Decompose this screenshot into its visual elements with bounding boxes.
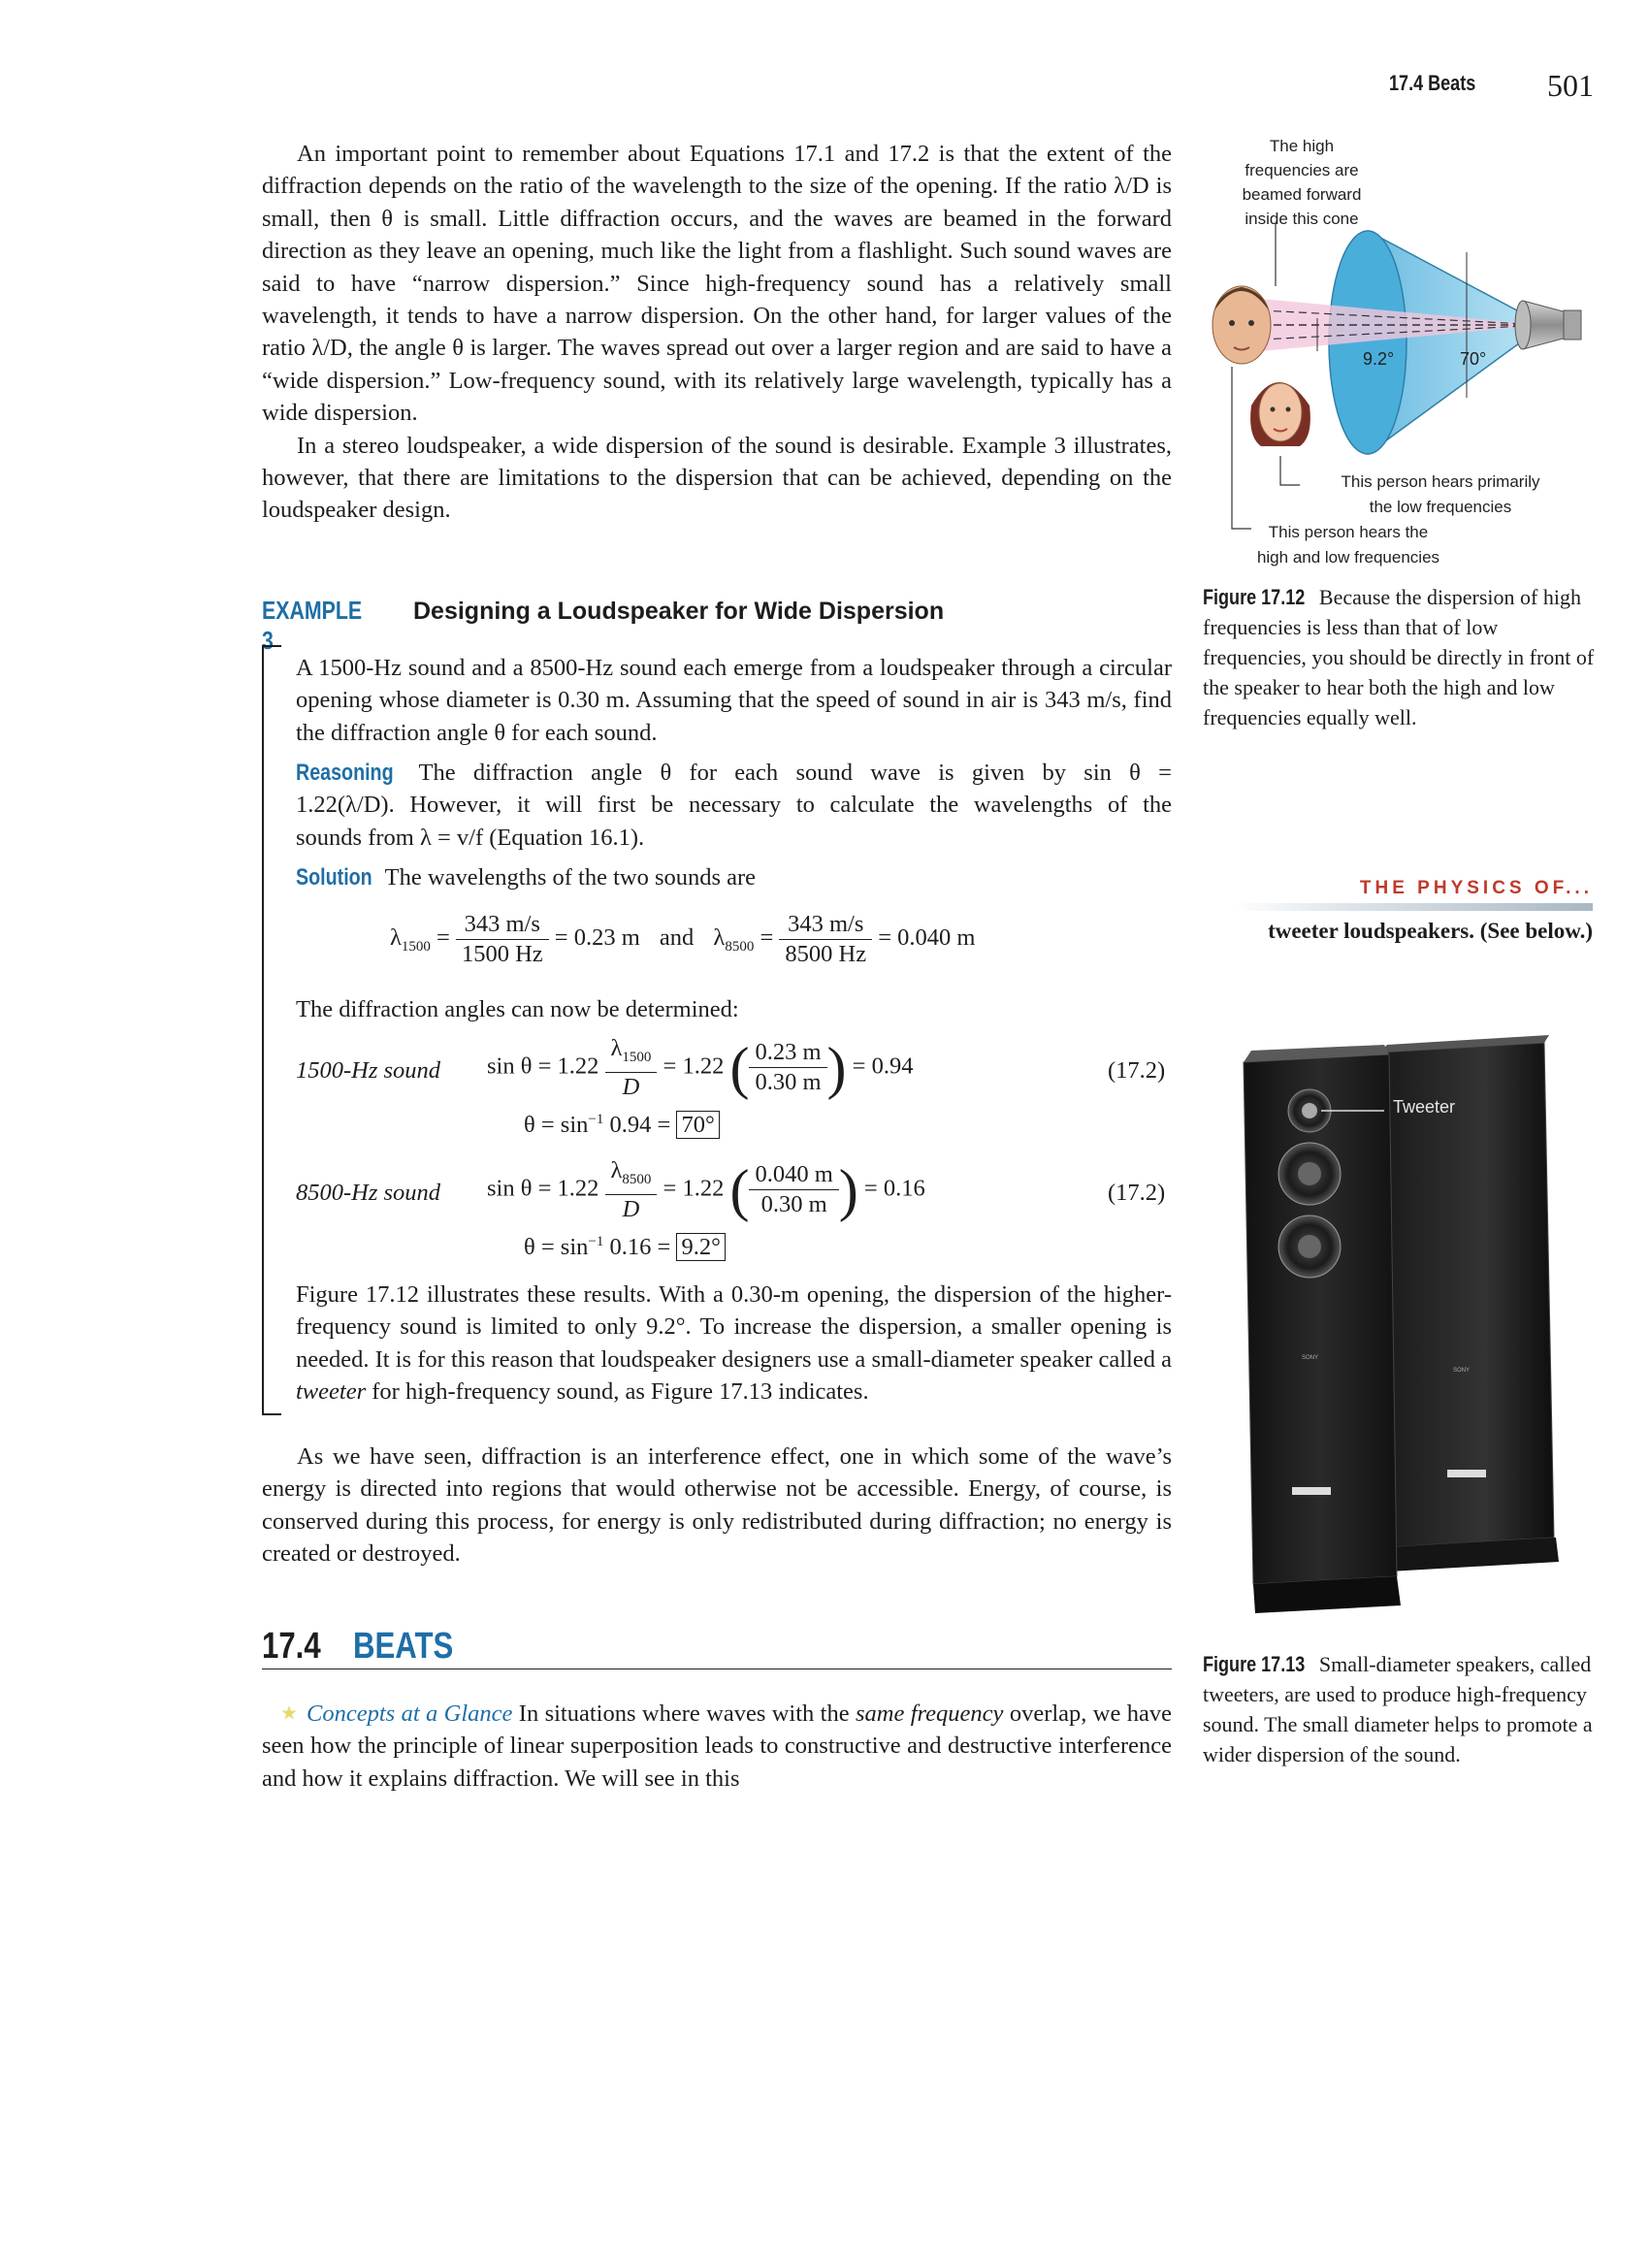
- front-speaker-badge: [1292, 1487, 1331, 1495]
- figure-17-13-caption: Figure 17.13 Small-diameter speakers, called tweeters, are used to produce high-frequency sound. The small diameter helps to promote a wider dispersion of the sound.: [1203, 1649, 1596, 1769]
- case2-eqnum: (17.2): [1108, 1180, 1166, 1206]
- fig12-label-both: This person hears the high and low frequencies: [1256, 523, 1440, 567]
- result-8500: = 0.040 m: [878, 924, 976, 952]
- denominator: 1500 Hz: [461, 941, 543, 967]
- fig12-angle-small: 9.2°: [1363, 349, 1395, 369]
- rear-speaker-badge: [1447, 1470, 1486, 1477]
- front-speaker-cabinet: [1244, 1054, 1397, 1584]
- physics-of-box: [1232, 878, 1593, 944]
- example-solution-intro: [296, 861, 1172, 893]
- tweeter-label: Tweeter: [1393, 1097, 1456, 1117]
- case2-result: = 0.16: [863, 1175, 925, 1202]
- example-reasoning: [296, 757, 1172, 854]
- example-label: EXAMPLE 3: [262, 596, 363, 655]
- rear-speaker-brand: SONY: [1453, 1368, 1471, 1374]
- section-number: 17.4: [262, 1626, 321, 1667]
- case2-mid: = 1.22: [663, 1175, 725, 1202]
- physics-of-rule: [1232, 903, 1593, 911]
- case2-equation: sin θ = 1.22 $\frac{\lambda_{8500}}{D}$ = 1.22 ( $\frac{0.040 m}{0.30 m}$ ) = 0.16: [487, 1157, 925, 1222]
- running-head: [1389, 71, 1495, 96]
- running-head-title: 17.4 Beats: [1389, 71, 1476, 95]
- page-number: 501: [1547, 68, 1594, 103]
- and-word: and: [659, 924, 695, 952]
- example-title: Designing a Loudspeaker for Wide Dispersion: [413, 598, 945, 625]
- intro-text: [262, 138, 1172, 527]
- figure-17-12-label: Figure 17.12: [1203, 585, 1306, 609]
- section-title: BEATS: [353, 1626, 454, 1667]
- reasoning-line-3: sounds from λ = v/f (Equation 16.1).: [296, 824, 645, 851]
- physics-of-subject: tweeter loudspeakers. (See below.): [1268, 919, 1593, 943]
- case1-mid: = 1.22: [663, 1053, 725, 1080]
- case2-fraction: $\frac{\lambda_{8500}}{D}$: [605, 1156, 658, 1224]
- example-bracket: [262, 645, 281, 1415]
- numerator: 343 m/s: [779, 910, 872, 940]
- section-header: [262, 1626, 1172, 1669]
- figure-17-13-label: Figure 17.13: [1203, 1652, 1306, 1676]
- intro-paragraph-1: An important point to remember about Equations 17.1 and 17.2 is that the extent of the diffraction depends on the ratio of the wavelength to the size of the opening. If the ratio λ/D is small, then θ is small. Little diffraction occurs, and the waves are beamed in the forward direction as they leave an opening, much like the light from a flashlight. Such sound waves are said to have “narrow dispersion.” Since high-frequency sound has a relatively small wavelength, it tends to have a narrow dispersion. On the other hand, for larger values of the ratio λ/D, the angle θ is larger. The waves spread out over a larger region and are said to have a “wide dispersion.” Low-frequency sound, with its relatively large wavelength, typically has a wide dispersion.: [262, 141, 1172, 427]
- woman-face-icon: [1250, 382, 1310, 446]
- case1-fraction: $\frac{\lambda_{1500}}{D}$: [605, 1034, 658, 1102]
- figure-17-12-caption: Figure 17.12 Because the dispersion of high frequencies is less than that of low frequencies, you should be directly in front of the speaker to hear both the high and low frequencies equally well.: [1203, 582, 1596, 732]
- equals-sign: =: [760, 924, 774, 952]
- case2-label: 8500-Hz sound: [296, 1180, 441, 1206]
- fraction-8500: [779, 910, 872, 969]
- case2-lhs: sin θ = 1.22: [487, 1175, 599, 1202]
- lambda-8500: $\lambda_{8500}$: [713, 924, 755, 956]
- fig12-angle-large: 70°: [1460, 349, 1487, 369]
- case1-lhs: sin θ = 1.22: [487, 1053, 599, 1080]
- case2-theta: $\theta = \sin^{-1} 0.16 = 9.2^\circ$: [524, 1234, 726, 1261]
- fraction-1500: [456, 910, 549, 969]
- denominator: 8500 Hz: [785, 941, 867, 967]
- after-example-paragraph: As we have seen, diffraction is an interference effect, one in which some of the wave’s energy is directed into regions that would otherwise not be accessible. Energy, of course, is conserved during this process, for energy is only redistributed during diffraction; no energy is created or destroyed.: [262, 1443, 1172, 1568]
- result-1500: = 0.23 m: [554, 924, 640, 952]
- section-text: Concepts at a Glance In situations where waves with the same frequency overlap, we have seen how the principle of linear superposition leads to constructive and destructive interference and how it explains diffraction. We will see in this: [262, 1701, 1173, 1792]
- reasoning-label: Reasoning: [296, 760, 394, 786]
- reasoning-line-1: The diffraction angle θ for each sound wave is given by sin θ =: [418, 760, 1173, 786]
- wavelength-equation: [390, 910, 975, 969]
- solution-intro-text: The wavelengths of the two sounds are: [384, 864, 757, 891]
- physics-of-title: THE PHYSICS OF...: [1359, 878, 1593, 898]
- case1-label: 1500-Hz sound: [296, 1057, 441, 1084]
- case1-equation: sin θ = 1.22 $\frac{\lambda_{1500}}{D}$ = 1.22 ( $\frac{0.23 m}{0.30 m}$ ) = 0.94: [487, 1035, 914, 1100]
- fig12-label-low: This person hears primarily the low frequencies: [1341, 472, 1540, 516]
- case2-answer: 9.2°: [676, 1233, 725, 1261]
- figure-17-13-speakers: [1224, 1033, 1573, 1620]
- reasoning-line-2: 1.22(λ/D). However, it will first be necessary to calculate the wavelengths of the: [296, 792, 1172, 819]
- example-problem: A 1500-Hz sound and a 8500-Hz sound each emerge from a loudspeaker through a circular opening whose diameter is 0.30 m. Assuming that the speed of sound in air is 343 m/s, find the diffraction angle θ for each sound.: [296, 655, 1172, 746]
- concepts-icon: [281, 1705, 297, 1721]
- case1-result: = 0.94: [852, 1053, 914, 1080]
- case2-paren-fraction: $\frac{0.040 m}{0.30 m}$: [749, 1160, 838, 1219]
- example-conclusion: Figure 17.12 illustrates these results. With a 0.30-m opening, the dispersion of the higher-frequency sound is limited to only 9.2°. To increase the dispersion, a smaller opening is needed. It is for this reason that loudspeaker designers use a small-diameter speaker called a tweeter for high-frequency sound, as Figure 17.13 indicates.: [296, 1281, 1172, 1406]
- man-face-icon: [1212, 286, 1271, 364]
- case1-paren-fraction: $\frac{0.23 m}{0.30 m}$: [749, 1038, 826, 1097]
- fig12-label-high: The high frequencies are beamed forward inside this cone: [1242, 137, 1362, 228]
- case1-eqnum: (17.2): [1108, 1057, 1166, 1084]
- angles-intro: The diffraction angles can now be determined:: [296, 996, 739, 1022]
- concepts-label: Concepts at a Glance: [307, 1701, 513, 1727]
- equals-sign: =: [436, 924, 450, 952]
- case1-theta: $\theta = \sin^{-1} 0.94 = 70^\circ$: [524, 1112, 720, 1139]
- front-speaker-brand: SONY: [1302, 1355, 1319, 1361]
- solution-label: Solution: [296, 864, 372, 891]
- case1-answer: 70°: [676, 1111, 719, 1139]
- numerator: 343 m/s: [456, 910, 549, 940]
- intro-paragraph-2: In a stereo loudspeaker, a wide dispersion of the sound is desirable. Example 3 illustrates, however, that there are limitations to the dispersion that can be achieved, depending on the loudspeaker design.: [262, 432, 1172, 524]
- lambda-1500: $\lambda_{1500}$: [390, 924, 431, 956]
